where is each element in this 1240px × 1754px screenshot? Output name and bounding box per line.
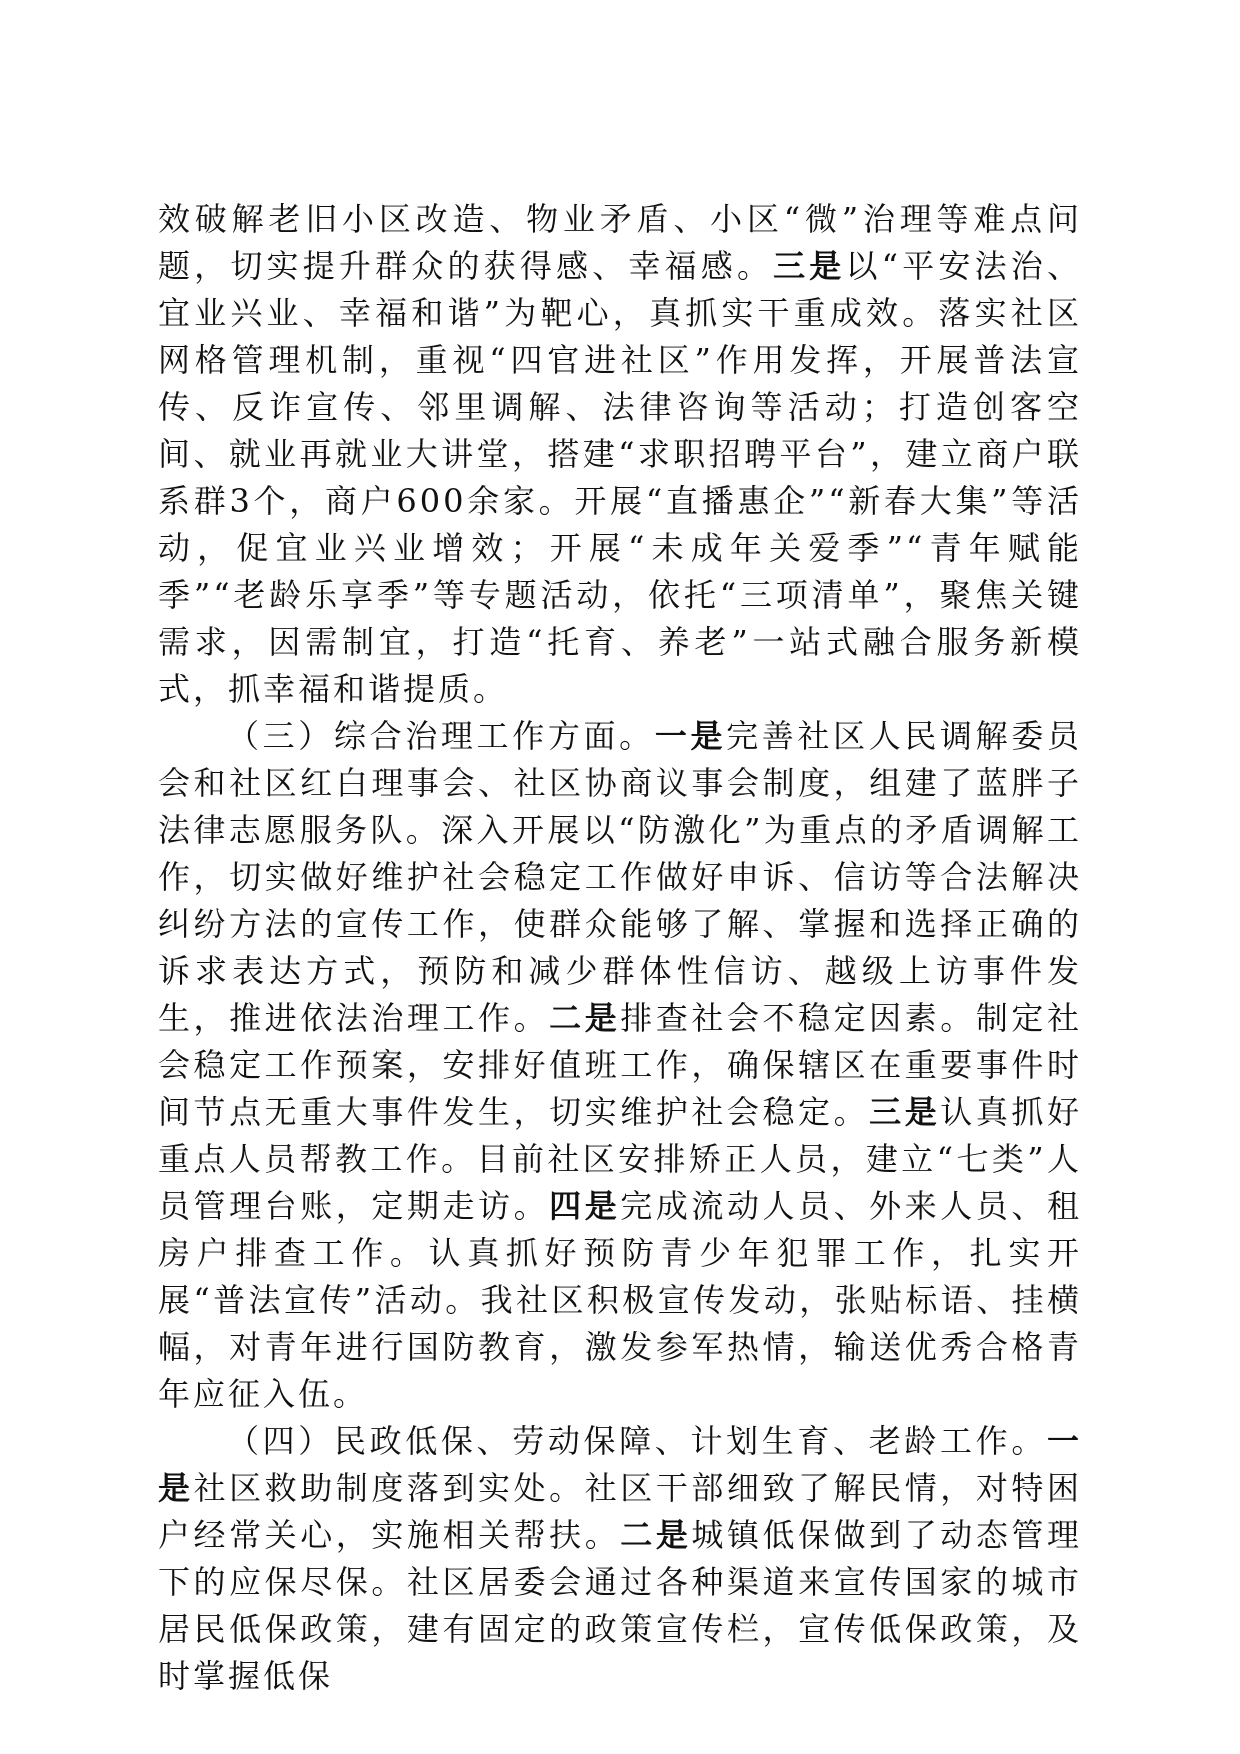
text-run: 以“平安法治、宜业兴业、幸福和谐”为靶心，真抓实干重成效。落实社区网格管理机制，重视“四官进社区”作用发挥，开展普法宣传、反诈宣传、邻里调解、法律咨询等活动；打造创客空间、就业再就业大讲堂，搭建“求职招聘平台”，建立商户联系群3个，商户600余家。开展“直播惠企”“新春大集”等活动，促宜业兴业增效；开展“未成年关爱季”“青年赋能季”“老龄乐享季”等专题活动，依托“三项清单”，聚焦关键需求，因需制宜，打造“托育、养老”一站式融合服务新模式，抓幸福和谐提质。: [158, 247, 1082, 708]
text-run: 城镇低保做到了动态管理下的应保尽保。社区居委会通过各种渠道来宣传国家的城市居民低保政策，建有固定的政策宣传栏，宣传低保政策，及时掌握低保: [158, 1516, 1082, 1695]
bold-run: 四是: [549, 1187, 621, 1225]
paragraph-comprehensive-governance: [158, 713, 1082, 1418]
paragraph-civil-affairs: [158, 1418, 1082, 1700]
text-run: 排查社会不稳定因素。制定社会稳定工作预案，安排好值班工作，确保辖区在重要事件时间节点无重大事件发生，切实维护社会稳定。: [158, 999, 1082, 1131]
text-run: 完成流动人员、外来人员、租房户排查工作。认真抓好预防青少年犯罪工作，扎实开展“普法宣传”活动。我社区积极宣传发动，张贴标语、挂横幅，对青年进行国防教育，激发参军热情，输送优秀合格青年应征入伍。: [158, 1187, 1082, 1413]
text-run: 效破解老旧小区改造、物业矛盾、小区“微”治理等难点问题，切实提升群众的获得感、幸福感。: [158, 200, 1082, 285]
section-heading-4: （四）民政低保、劳动保障、计划生育、老龄工作。: [227, 1422, 1047, 1460]
bold-run: 三是: [773, 247, 846, 285]
text-run: 完善社区人民调解委员会和社区红白理事会、社区协商议事会制度，组建了蓝胖子法律志愿服务队。深入开展以“防激化”为重点的矛盾调解工作，切实做好维护社会稳定工作做好申诉、信访等合法解决纠纷方法的宣传工作，使群众能够了解、掌握和选择正确的诉求表达方式，预防和减少群体性信访、越级上访事件发生，推进依法治理工作。: [158, 717, 1082, 1037]
section-heading-3: （三）综合治理工作方面。: [227, 717, 655, 755]
bold-run: 二是: [620, 1516, 692, 1554]
bold-run: 一是: [654, 717, 727, 755]
bold-run: 一是: [158, 1422, 1082, 1507]
document-body: [158, 196, 1082, 1695]
bold-run: 三是: [869, 1093, 941, 1131]
text-run: 社区救助制度落到实处。社区干部细致了解民情，对特困户经常关心，实施相关帮扶。: [158, 1469, 1082, 1554]
text-run: 认真抓好重点人员帮教工作。目前社区安排矫正人员，建立“七类”人员管理台账，定期走访。: [158, 1093, 1082, 1225]
paragraph-continuation: [158, 196, 1082, 713]
bold-run: 二是: [549, 999, 621, 1037]
